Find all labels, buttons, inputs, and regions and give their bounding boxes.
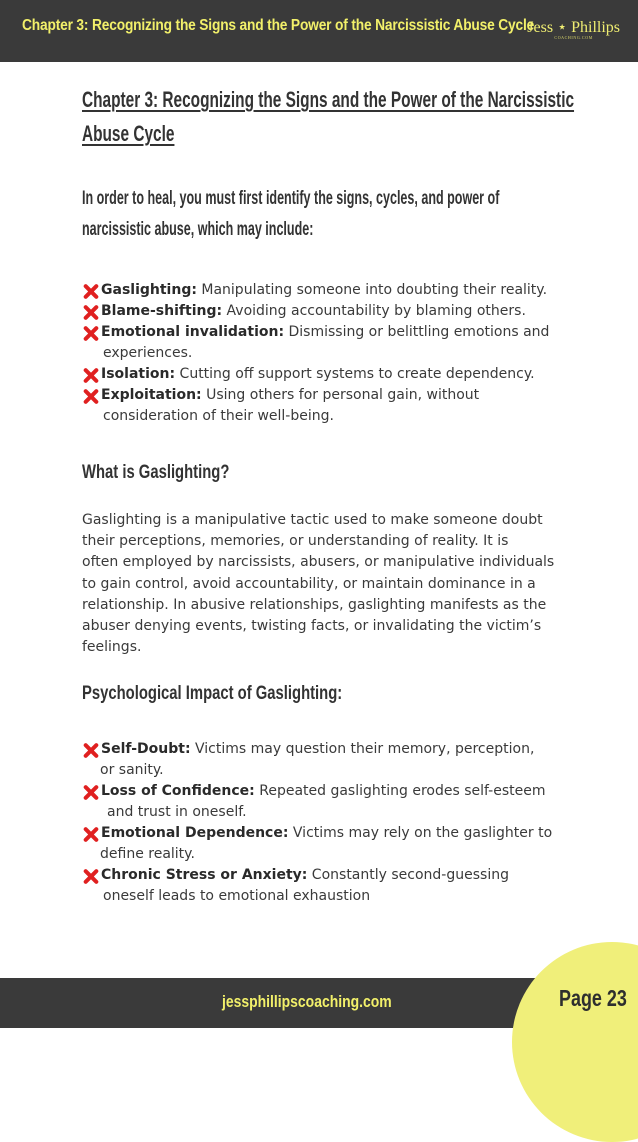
header-title: Chapter 3: Recognizing the Signs and the Power of the Narcissistic Abuse Cycle [22,17,535,34]
list-item [82,739,552,781]
list-item-text: Repeated gaslighting erodes self-esteem [254,783,546,799]
list-item-term: Emotional invalidation: [101,324,285,340]
impact-heading: Psychological Impact of Gaslighting: [82,683,343,704]
gaslighting-heading: What is Gaslighting? [82,462,230,483]
list-item-text-continued: define reality. [100,846,195,862]
impact-list [82,739,552,907]
page-number: Page 23 [559,985,627,1011]
list-item-text-continued: and trust in oneself. [107,804,247,820]
list-item [82,865,552,907]
list-item-term: Exploitation: [101,387,202,403]
red-x-mark-icon [82,367,99,384]
intro-line-1: In order to heal, you must first identify the signs, cycles, and power of [82,188,500,209]
list-item-term: Gaslighting: [101,282,197,298]
list-item-text: Victims may question their memory, perception, [190,741,535,757]
brand-logo [527,17,620,40]
list-item-text: Victims may rely on the gaslighter to [288,825,553,841]
list-item-text: Cutting off support systems to create dependency. [175,366,535,382]
red-x-mark-icon [82,742,99,759]
red-x-mark-icon [82,283,99,300]
list-item-text: Dismissing or belittling emotions and [284,324,550,340]
list-item-term: Emotional Dependence: [101,825,289,841]
paragraph-line: feelings. [82,639,142,656]
list-item-term: Self-Doubt: [101,741,191,757]
list-item-term: Loss of Confidence: [101,783,255,799]
logo-subtitle: COACHING.COM [554,35,593,40]
list-item [82,781,552,823]
list-item-text: Manipulating someone into doubting their reality. [196,282,548,298]
chapter-title [82,83,638,151]
list-item-term: Blame-shifting: [101,303,223,319]
chapter-title-line-1: Chapter 3: Recognizing the Signs and the Power of the Narcissistic [82,87,575,112]
red-x-mark-icon [82,826,99,843]
paragraph-line: relationship. In abusive relationships, gaslighting manifests as the [82,596,547,613]
paragraph-line: Gaslighting is a manipulative tactic used to make someone doubt [82,512,543,528]
red-x-mark-icon [82,388,99,405]
red-x-mark-icon [82,868,99,885]
list-item [82,823,552,865]
list-item-text: Using others for personal gain, without [201,387,480,403]
paragraph-line: to gain control, avoid accountability, or maintain dominance in a [82,575,536,592]
list-item [82,385,549,427]
red-x-mark-icon [82,304,99,321]
list-item-text: Avoiding accountability by blaming others. [222,303,526,319]
abuse-signs-list [82,280,549,427]
list-item [82,301,549,322]
list-item [82,364,549,385]
list-item-text: Constantly second-guessing [307,867,509,883]
red-x-mark-icon [82,784,99,801]
list-item-term: Isolation: [101,366,176,382]
intro-heading [82,183,638,245]
list-item [82,322,549,364]
list-item-text-continued: experiences. [103,345,193,361]
chapter-title-line-2: Abuse Cycle [82,121,175,146]
page-number-badge [512,942,638,1142]
paragraph-line: their perceptions, memories, or understanding of reality. It is [82,533,509,550]
list-item-text-continued: oneself leads to emotional exhaustion [103,888,371,904]
gaslighting-paragraph [82,510,554,658]
list-item-text-continued: or sanity. [100,762,164,778]
list-item-text-continued: consideration of their well-being. [103,408,334,424]
list-item [82,280,549,301]
list-item-term: Chronic Stress or Anxiety: [101,867,308,883]
paragraph-line: abuser denying events, twisting facts, or invalidating the victim’s [82,618,542,635]
logo-wordmark: Jess ⋆ Phillips [527,19,620,36]
intro-line-2: narcissistic abuse, which may include: [82,219,314,240]
paragraph-line: often employed by narcissists, abusers, or manipulative individuals [82,554,555,571]
red-x-mark-icon [82,325,99,342]
footer-website-link[interactable]: jessphillipscoaching.com [222,992,392,1011]
page-header [0,0,638,62]
